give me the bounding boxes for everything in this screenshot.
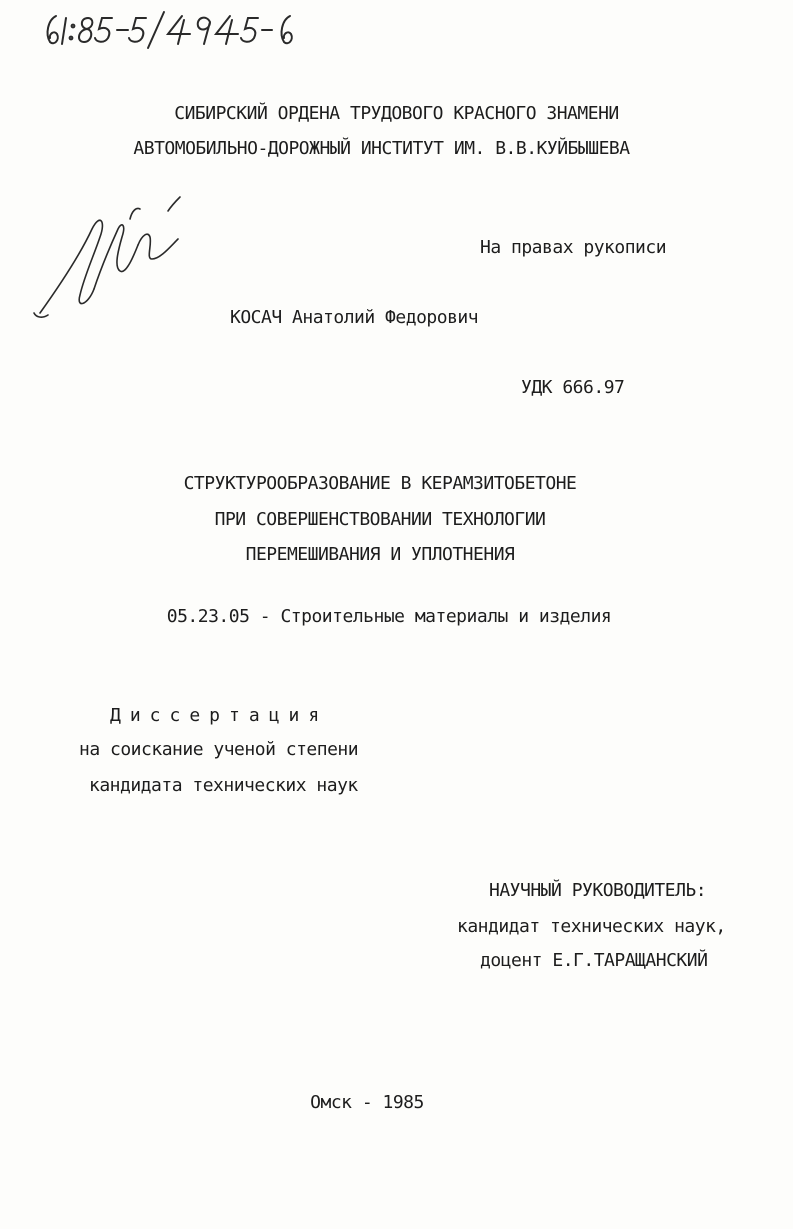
title-line-1: СТРУКТУРООБРАЗОВАНИЕ В КЕРАМЗИТОБЕТОНЕ bbox=[183, 473, 577, 494]
specialty-code: 05.23.05 - Строительные материалы и изделия bbox=[166, 606, 612, 627]
author-name: КОСАЧ Анатолий Федорович bbox=[230, 307, 479, 328]
title-line-2: ПРИ СОВЕРШЕНСТВОВАНИИ ТЕХНОЛОГИИ bbox=[214, 509, 546, 530]
archive-number-handwriting bbox=[40, 10, 300, 50]
rights-note: На правах рукописи bbox=[480, 237, 667, 258]
udc-code: УДК 666.97 bbox=[521, 377, 625, 398]
supervisor-name: доцент Е.Г.ТАРАЩАНСКИЙ bbox=[480, 950, 708, 971]
title-line-3: ПЕРЕМЕШИВАНИЯ И УПЛОТНЕНИЯ bbox=[245, 544, 515, 565]
signature bbox=[30, 185, 190, 325]
place-year: Омск - 1985 bbox=[310, 1092, 424, 1113]
supervisor-heading: НАУЧНЫЙ РУКОВОДИТЕЛЬ: bbox=[489, 880, 707, 901]
institution-line-1: СИБИРСКИЙ ОРДЕНА ТРУДОВОГО КРАСНОГО ЗНАМЕНИ bbox=[174, 103, 619, 124]
supervisor-degree: кандидат технических наук, bbox=[457, 916, 726, 937]
dissertation-degree-line: на соискание ученой степени bbox=[79, 739, 359, 760]
dissertation-label: Диссертация bbox=[110, 705, 329, 726]
dissertation-field-line: кандидата технических наук bbox=[89, 775, 358, 796]
institution-line-2: АВТОМОБИЛЬНО-ДОРОЖНЫЙ ИНСТИТУТ ИМ. В.В.КУЙБЫШЕВА bbox=[133, 138, 630, 159]
